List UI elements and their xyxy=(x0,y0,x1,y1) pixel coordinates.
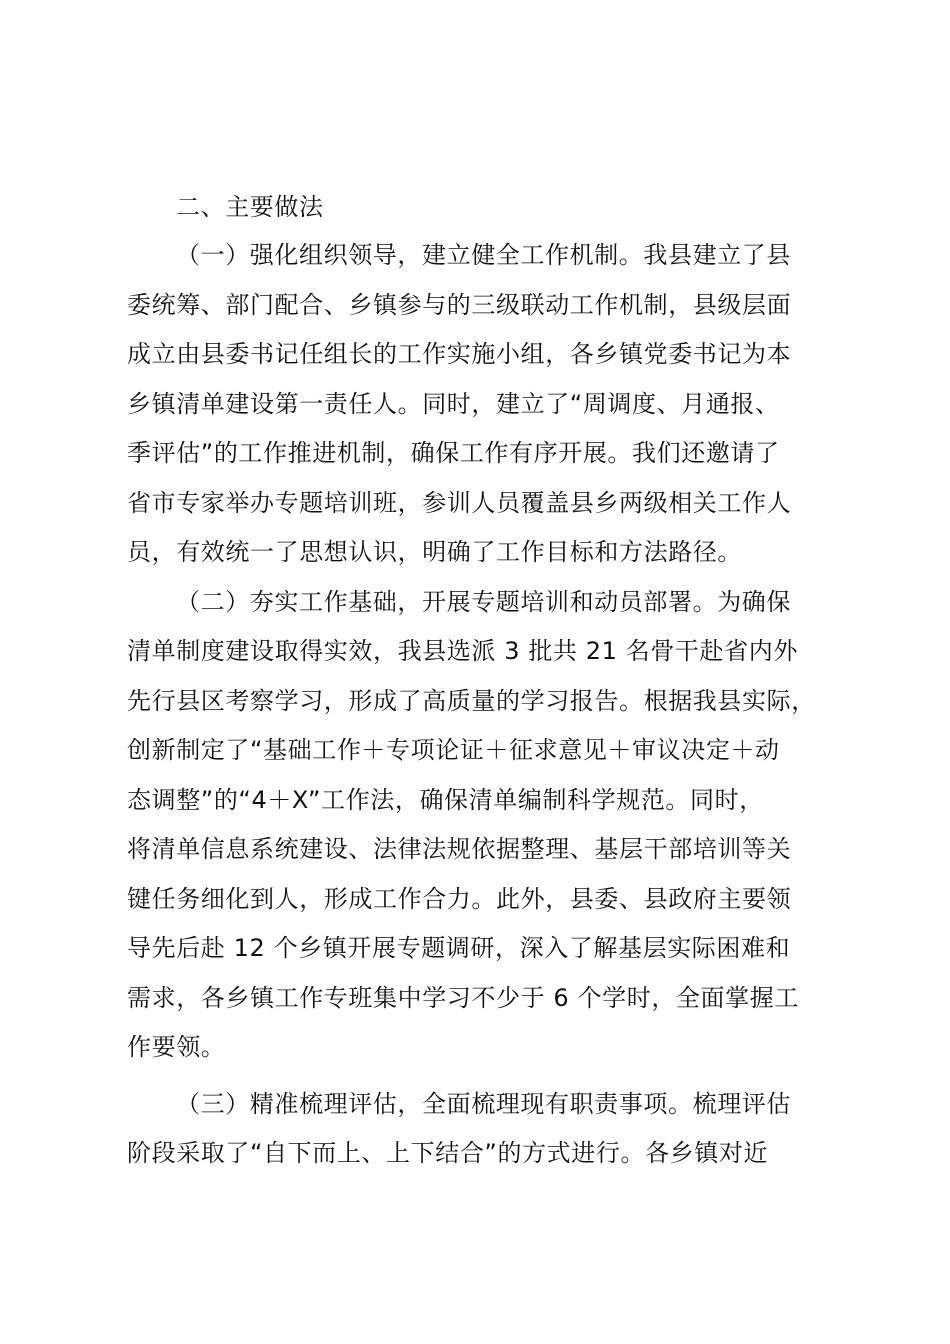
paragraph-3-line-2: 阶段采取了“自下而上、上下结合”的方式进行。各乡镇对近 xyxy=(127,1139,769,1167)
paragraph-2-line-7: 键任务细化到人，形成工作合力。此外，县委、县政府主要领 xyxy=(127,885,792,913)
paragraph-2-line-5: 态调整”的“4＋X”工作法，确保清单编制科学规范。同时， xyxy=(127,786,764,814)
paragraph-2-line-8: 导先后赴 12 个乡镇开展专题调研，深入了解基层实际困难和 xyxy=(127,934,791,962)
paragraph-2-line-6: 将清单信息系统建设、法律法规依据整理、基层干部培训等关 xyxy=(127,835,792,863)
paragraph-2-line-4: 创新制定了“基础工作＋专项论证＋征求意见＋审议决定＋动 xyxy=(127,736,780,764)
paragraph-1-line-1: （一）强化组织领导，建立健全工作机制。我县建立了县 xyxy=(176,241,791,269)
paragraph-1-line-7: 员，有效统一了思想认识，明确了工作目标和方法路径。 xyxy=(127,538,742,566)
paragraph-1-line-6: 省市专家举办专题培训班，参训人员覆盖县乡两级相关工作人 xyxy=(127,489,792,517)
paragraph-3-line-1: （三）精准梳理评估，全面梳理现有职责事项。梳理评估 xyxy=(176,1090,791,1118)
paragraph-2-line-3: 先行县区考察学习，形成了高质量的学习报告。根据我县实际， xyxy=(127,687,816,715)
paragraph-1-line-2: 委统筹、部门配合、乡镇参与的三级联动工作机制，县级层面 xyxy=(127,291,792,319)
paragraph-1-line-4: 乡镇清单建设第一责任人。同时，建立了“周调度、月通报、 xyxy=(127,390,780,418)
paragraph-1-line-5: 季评估”的工作推进机制，确保工作有序开展。我们还邀请了 xyxy=(127,439,780,467)
section-heading: 二、主要做法 xyxy=(176,193,324,221)
paragraph-2-line-9: 需求，各乡镇工作专班集中学习不少于 6 个学时，全面掌握工 xyxy=(127,984,799,1012)
paragraph-2-line-2: 清单制度建设取得实效，我县选派 3 批共 21 名骨干赴省内外 xyxy=(127,637,798,665)
paragraph-2-line-10: 作要领。 xyxy=(127,1033,226,1061)
paragraph-2-line-1: （二）夯实工作基础，开展专题培训和动员部署。为确保 xyxy=(176,588,791,616)
paragraph-1-line-3: 成立由县委书记任组长的工作实施小组，各乡镇党委书记为本 xyxy=(127,340,792,368)
